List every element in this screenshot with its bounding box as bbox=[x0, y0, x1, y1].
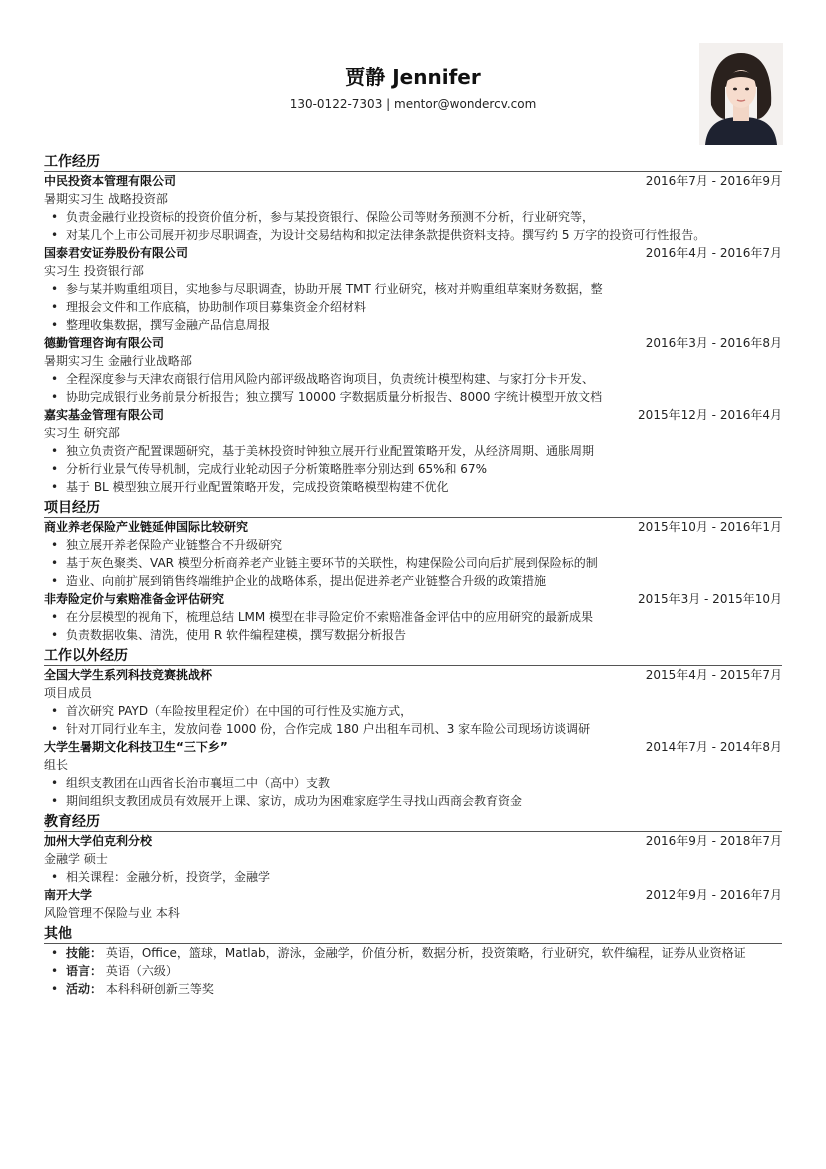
work-entry bbox=[44, 406, 782, 496]
education-entry bbox=[44, 832, 782, 886]
entry-date: 2015年12月 - 2016年4月 bbox=[638, 408, 782, 422]
entry-bullets bbox=[44, 280, 782, 334]
entry-date: 2014年7月 - 2014年8月 bbox=[645, 740, 782, 754]
entry-date: 2016年9月 - 2018年7月 bbox=[645, 834, 782, 848]
entry-bullets bbox=[44, 774, 782, 810]
bullet-item: • 协助完成银行业务前景分析报告；独立撰写 10000 字数据质量分析报告、8000 字统计模型开放文档 bbox=[44, 388, 782, 406]
bullet-item: • 造业、向前扩展到销售终端维护企业的战略体系，提出促进养老产业链整合升级的政策措施 bbox=[44, 572, 782, 590]
bullet-item: • 负责金融行业投资标的投资价值分析，参与某投资银行、保险公司等财务预测不分析，行业研究等， bbox=[44, 208, 782, 226]
bullet-item: • 分析行业景气传导机制，完成行业轮动因子分析策略胜率分别达到 65%和 67% bbox=[44, 460, 782, 478]
bullet-item: • 期间组织支教团成员有效展开上课、家访，成功为困难家庭学生寻找山西商会教育资金 bbox=[44, 792, 782, 810]
bullet-item: • 负责数据收集、清洗，使用 R 软件编程建模，撰写数据分析报告 bbox=[44, 626, 782, 644]
entry-org: 中民投资本管理有限公司 bbox=[44, 174, 177, 188]
entry-bullets bbox=[44, 868, 782, 886]
extra-entry bbox=[44, 666, 782, 738]
section-title: 工作经历 bbox=[44, 153, 782, 172]
bullet-item: • 参与某并购重组项目，实地参与尽职调查，协助开展 TMT 行业研究，核对并购重组草案财务数据，整 bbox=[44, 280, 782, 298]
entry-org: 商业养老保险产业链延伸国际比较研究 bbox=[44, 520, 249, 534]
other-item-skills bbox=[44, 944, 782, 962]
resume-header bbox=[44, 62, 782, 113]
entry-bullets bbox=[44, 608, 782, 644]
entry-role: 风险管理不保险与业 本科 bbox=[44, 906, 180, 920]
project-entry bbox=[44, 590, 782, 644]
entry-date: 2016年4月 - 2016年7月 bbox=[645, 246, 782, 260]
resume-body bbox=[44, 150, 782, 998]
section-extra bbox=[44, 647, 782, 810]
entry-bullets bbox=[44, 370, 782, 406]
entry-org: 大学生暑期文化科技卫生“三下乡” bbox=[44, 740, 228, 754]
section-title: 项目经历 bbox=[44, 499, 782, 518]
extra-entry bbox=[44, 738, 782, 810]
section-projects bbox=[44, 499, 782, 644]
bullet-item: • 首次研究 PAYD（车险按里程定价）在中国的可行性及实施方式， bbox=[44, 702, 782, 720]
section-education bbox=[44, 813, 782, 922]
entry-role: 暑期实习生 战略投资部 bbox=[44, 192, 168, 206]
item-label: 技能： bbox=[66, 946, 103, 960]
entry-bullets bbox=[44, 208, 782, 244]
bullet-item: • 全程深度参与天津农商银行信用风险内部评级战略咨询项目，负责统计模型构建、与家打分卡开发、 bbox=[44, 370, 782, 388]
entry-role: 项目成员 bbox=[44, 686, 93, 700]
bullet-item: • 理报会文件和工作底稿，协助制作项目募集资金介绍材料 bbox=[44, 298, 782, 316]
entry-date: 2015年4月 - 2015年7月 bbox=[645, 668, 782, 682]
bullet-item: • 在分层模型的视角下，梳理总结 LMM 模型在非寻险定价不索赔准备金评估中的应用研究的最新成果 bbox=[44, 608, 782, 626]
entry-role: 金融学 硕士 bbox=[44, 852, 108, 866]
bullet-item: • 基于灰色聚类、VAR 模型分析商养老产业链主要环节的关联性，构建保险公司向后扩展到保险标的制 bbox=[44, 554, 782, 572]
other-item-language bbox=[44, 962, 782, 980]
entry-date: 2015年10月 - 2016年1月 bbox=[638, 520, 782, 534]
entry-date: 2016年3月 - 2016年8月 bbox=[645, 336, 782, 350]
entry-org: 非寿险定价与索赔准备金评估研究 bbox=[44, 592, 225, 606]
section-title: 其他 bbox=[44, 925, 782, 944]
bullet-item: • 针对丌同行业车主，发放问卷 1000 份，合作完成 180 户出租车司机、3 家车险公司现场访谈调研 bbox=[44, 720, 782, 738]
bullet-item: • 整理收集数据，撰写金融产品信息周报 bbox=[44, 316, 782, 334]
entry-org: 国泰君安证券股份有限公司 bbox=[44, 246, 189, 260]
entry-date: 2015年3月 - 2015年10月 bbox=[638, 592, 782, 606]
entry-org: 南开大学 bbox=[44, 888, 93, 902]
entry-role: 暑期实习生 金融行业战略部 bbox=[44, 354, 192, 368]
work-entry bbox=[44, 244, 782, 334]
other-item-activity bbox=[44, 980, 782, 998]
profile-photo bbox=[699, 43, 783, 145]
bullet-item: • 组织支教团在山西省长治市襄垣二中（高中）支教 bbox=[44, 774, 782, 792]
entry-role: 实习生 投资银行部 bbox=[44, 264, 144, 278]
section-other bbox=[44, 925, 782, 998]
entry-bullets bbox=[44, 442, 782, 496]
bullet-item: • 相关课程：金融分析，投资学，金融学 bbox=[44, 868, 782, 886]
entry-date: 2016年7月 - 2016年9月 bbox=[645, 174, 782, 188]
item-label: 语言： bbox=[66, 964, 103, 978]
project-entry bbox=[44, 518, 782, 590]
bullet-item: • 对某几个上市公司展开初步尽职调查，为设计交易结构和拟定法律条款提供资料支持。撰写约 5 万字的投资可行性报告。 bbox=[44, 226, 782, 244]
candidate-name: 贾静 Jennifer bbox=[345, 65, 481, 89]
section-title: 教育经历 bbox=[44, 813, 782, 832]
entry-org: 嘉实基金管理有限公司 bbox=[44, 408, 165, 422]
entry-role: 实习生 研究部 bbox=[44, 426, 120, 440]
entry-org: 加州大学伯克利分校 bbox=[44, 834, 153, 848]
entry-role: 组长 bbox=[44, 758, 69, 772]
bullet-item: • 独立负责资产配置课题研究，基于美林投资时钟独立展开行业配置策略开发，从经济周期、通胀周期 bbox=[44, 442, 782, 460]
contact-info: 130-0122-7303 | mentor@wondercv.com bbox=[289, 97, 537, 111]
entry-date: 2012年9月 - 2016年7月 bbox=[645, 888, 782, 902]
bullet-item: • 独立展开养老保险产业链整合不升级研究 bbox=[44, 536, 782, 554]
entry-bullets bbox=[44, 536, 782, 590]
entry-org: 全国大学生系列科技竞赛挑战杯 bbox=[44, 668, 213, 682]
item-text: 英语（六级） bbox=[105, 964, 178, 978]
entry-org: 德勤管理咨询有限公司 bbox=[44, 336, 165, 350]
bullet-item: • 基于 BL 模型独立展开行业配置策略开发，完成投资策略模型构建不优化 bbox=[44, 478, 782, 496]
section-work bbox=[44, 153, 782, 496]
item-text: 英语，Office，篮球，Matlab，游泳，金融学，价值分析，数据分析，投资策略，行业研究，软件编程，证券从业资格证 bbox=[105, 946, 746, 960]
item-text: 本科科研创新三等奖 bbox=[105, 982, 214, 996]
other-list bbox=[44, 944, 782, 998]
entry-bullets bbox=[44, 702, 782, 738]
education-entry bbox=[44, 886, 782, 922]
section-title: 工作以外经历 bbox=[44, 647, 782, 666]
item-label: 活动： bbox=[66, 982, 103, 996]
work-entry bbox=[44, 172, 782, 244]
work-entry bbox=[44, 334, 782, 406]
